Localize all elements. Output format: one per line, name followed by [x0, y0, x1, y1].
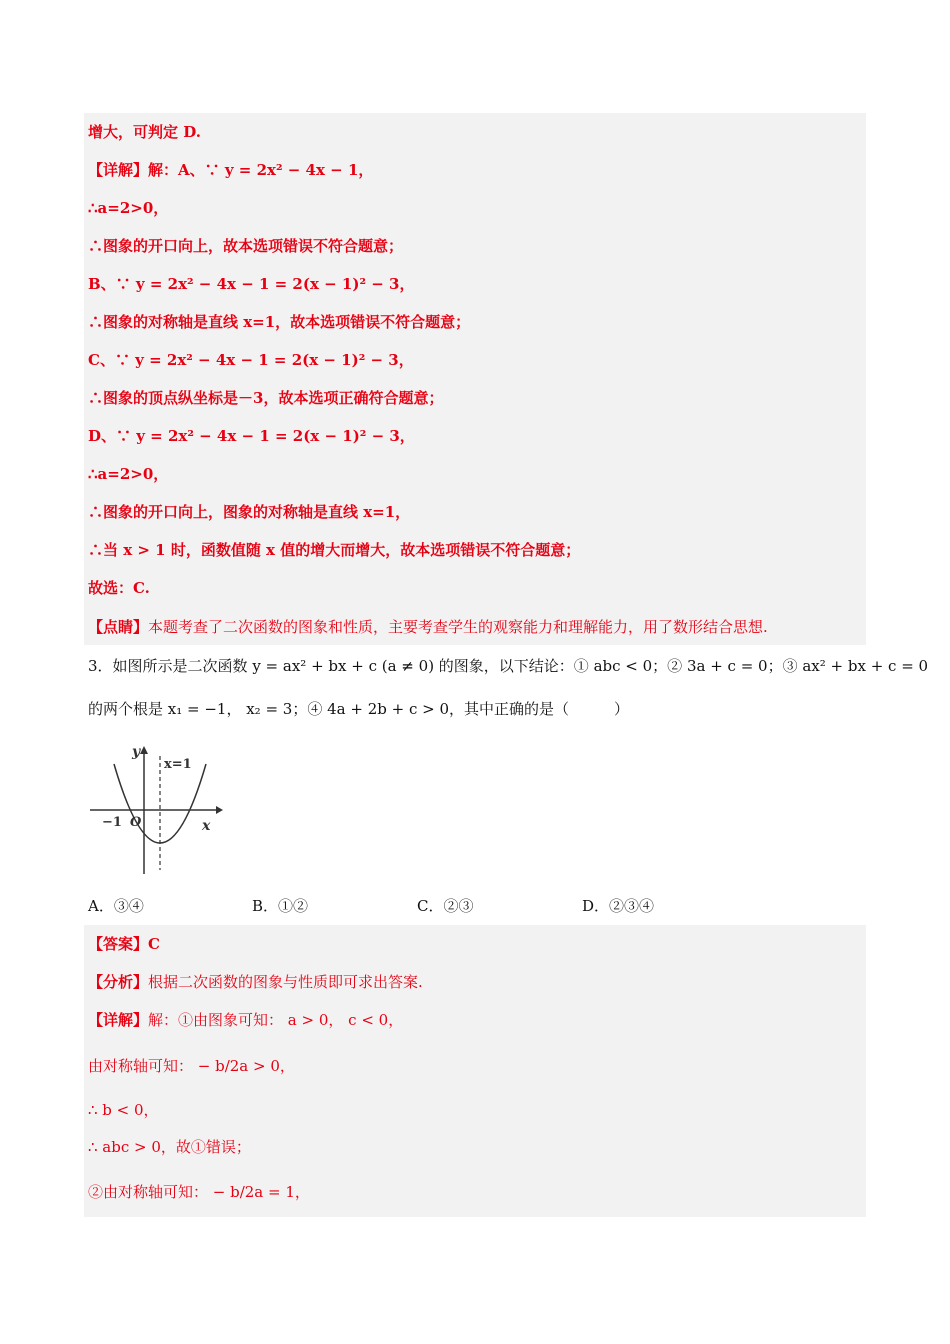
detail-tag: 【详解】	[88, 1011, 149, 1029]
solution-line: ∴当 x > 1 时，函数值随 x 值的增大而增大，故本选项错误不符合题意；	[88, 541, 581, 559]
y-axis-arrow	[140, 746, 148, 754]
x-axis-label: x	[202, 818, 211, 834]
solution-line: ∴图象的开口向上，图象的对称轴是直线 x=1，	[88, 503, 411, 521]
detail-line-4: ∴ abc > 0，故①错误；	[88, 1138, 251, 1156]
solution-line: ∴图象的开口向上，故本选项错误不符合题意；	[88, 237, 404, 255]
answer-value: C	[148, 935, 160, 953]
detail-line-5: ②由对称轴可知： − b/2a = 1，	[88, 1183, 310, 1201]
comment-line	[88, 617, 768, 637]
neg-one-label: −1	[102, 815, 122, 830]
comment-text: 本题考查了二次函数的图象和性质，主要考查学生的观察能力和理解能力，用了数形结合思想.	[148, 618, 768, 636]
solution-line: C、∵ y = 2x² − 4x − 1 = 2(x − 1)² − 3，	[88, 351, 414, 369]
detail-text: 解：①由图象可知： a > 0， c < 0，	[148, 1011, 404, 1029]
comment-tag: 【点睛】	[88, 618, 149, 636]
option-d[interactable]: D．②③④	[582, 897, 655, 915]
solution-line: 增大，可判定 D.	[88, 123, 201, 141]
solution-line: ∴a=2>0，	[88, 465, 169, 483]
solution-line: ∴图象的顶点纵坐标是－3，故本选项正确符合题意；	[88, 389, 444, 407]
question-3-stem-cont: 的两个根是 x₁ = −1， x₂ = 3；④ 4a + 2b + c > 0，其中正确的是（ ）	[88, 700, 630, 718]
analysis-line	[88, 972, 423, 992]
solution-line: D、∵ y = 2x² − 4x − 1 = 2(x − 1)² − 3，	[88, 427, 415, 445]
x-axis-arrow	[216, 806, 223, 814]
solution-line: B、∵ y = 2x² − 4x − 1 = 2(x − 1)² − 3，	[88, 275, 415, 293]
parabola-figure	[88, 742, 223, 877]
analysis-tag: 【分析】	[88, 973, 149, 991]
y-axis-label: y	[132, 744, 141, 760]
question-3-stem: 3．如图所示是二次函数 y = ax² + bx + c (a ≠ 0) 的图象，以下结论：① abc < 0；② 3a + c = 0；③ ax² + bx + c = 0	[88, 657, 929, 675]
detail-line-2: 由对称轴可知： − b/2a > 0，	[88, 1057, 295, 1075]
parabola-graph	[88, 742, 223, 877]
answer-line	[88, 934, 160, 954]
detail-line-3: ∴ b < 0，	[88, 1101, 159, 1119]
analysis-text: 根据二次函数的图象与性质即可求出答案.	[148, 973, 423, 991]
symmetry-axis-label: x=1	[164, 757, 192, 772]
solution-line: ∴图象的对称轴是直线 x=1，故本选项错误不符合题意；	[88, 313, 471, 331]
parabola-curve	[114, 764, 206, 843]
solution-panel-1	[84, 113, 866, 645]
origin-label: O	[130, 815, 142, 830]
option-a[interactable]: A．③④	[88, 897, 144, 915]
answer-tag: 【答案】	[88, 935, 149, 953]
option-b[interactable]: B．①②	[252, 897, 309, 915]
option-c[interactable]: C．②③	[417, 897, 474, 915]
solution-line: 【详解】解：A、∵ y = 2x² − 4x − 1，	[88, 161, 374, 179]
detail-line	[88, 1010, 403, 1030]
solution-line: ∴a=2>0，	[88, 199, 169, 217]
solution-line: 故选：C.	[88, 579, 150, 597]
